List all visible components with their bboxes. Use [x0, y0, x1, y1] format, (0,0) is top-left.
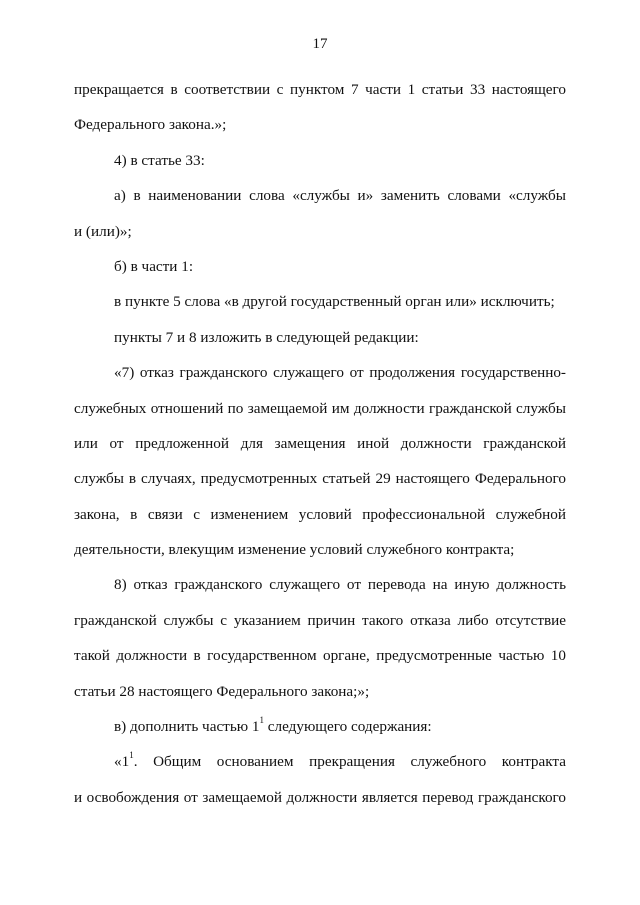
text-line: 4) в статье 33:: [114, 151, 205, 169]
page-number: 17: [312, 36, 328, 52]
text-line: [74, 709, 566, 744]
text-line: и (или)»;: [74, 222, 132, 240]
superscript: 1: [259, 714, 264, 725]
text-line: гражданской службы с указанием причин такого отказа либо отсутствие: [74, 611, 566, 629]
text-line: [74, 744, 566, 779]
document-body: [74, 72, 566, 815]
text-line: и освобождения от замещаемой должности является перевод гражданского: [74, 788, 566, 806]
text-line: 8) отказ гражданского служащего от перевода на иную должность: [114, 576, 566, 594]
text-line: прекращается в соответствии с пунктом 7 части 1 статьи 33 настоящего: [74, 81, 566, 98]
text-fragment: [114, 744, 134, 779]
text-fragment: . Общим основанием прекращения служебного контракта: [133, 753, 566, 771]
text-line: закона, в связи с изменением условий профессиональной служебной: [74, 505, 566, 523]
text-line: в пункте 5 слова «в другой государственный орган или» исключить;: [114, 293, 555, 311]
text-line: такой должности в государственном органе, предусмотренные частью 10: [74, 647, 566, 665]
text-line: службы в случаях, предусмотренных статьей 29 настоящего Федерального: [74, 470, 566, 488]
text-fragment: «1: [114, 753, 130, 771]
text-line: статьи 28 настоящего Федерального закона;»;: [74, 682, 370, 700]
text-line: пункты 7 и 8 изложить в следующей редакции:: [114, 328, 419, 346]
text-fragment: следующего содержания:: [263, 718, 432, 736]
text-line: или от предложенной для замещения иной должности гражданской: [74, 434, 566, 452]
text-fragment: в) дополнить частью 1: [114, 718, 260, 736]
text-line: деятельности, влекущим изменение условий служебного контракта;: [74, 541, 515, 559]
text-line: служебных отношений по замещаемой им должности гражданской службы: [74, 399, 566, 417]
text-line: а) в наименовании слова «службы и» заменить словами «службы: [114, 187, 566, 205]
text-line: б) в части 1:: [114, 257, 194, 275]
text-line: «7) отказ гражданского служащего от продолжения государственно-: [114, 364, 566, 382]
text-line: Федерального закона.»;: [74, 116, 227, 134]
superscript: 1: [129, 750, 134, 761]
